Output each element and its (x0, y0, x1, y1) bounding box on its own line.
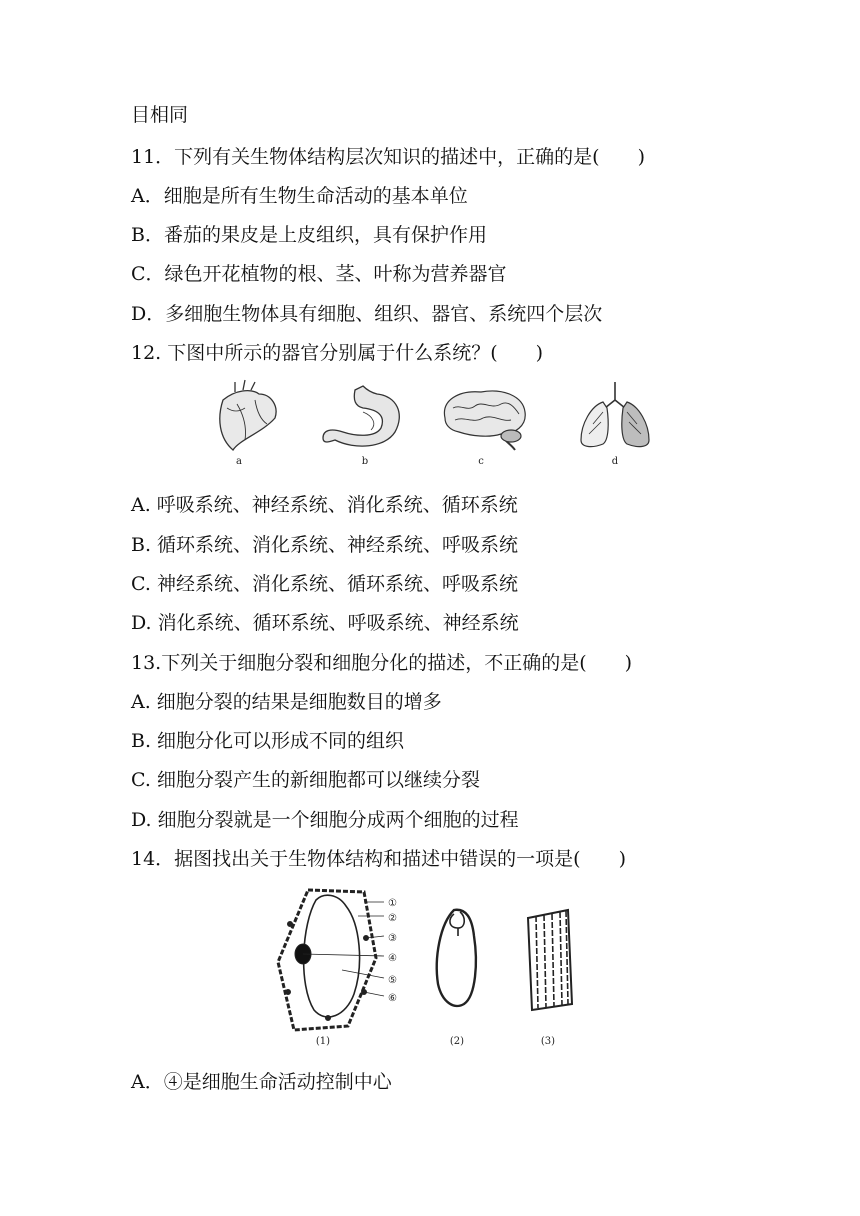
question-13-option-b: B. 细胞分化可以形成不同的组织 (131, 730, 405, 752)
panel-label-1: (1) (315, 1036, 331, 1047)
question-12-option-c: C. 神经系统、消化系统、循环系统、呼吸系统 (131, 573, 518, 595)
question-11-option-b: B．番茄的果皮是上皮组织，具有保护作用 (131, 224, 487, 246)
organs-figure (205, 378, 655, 473)
question-12-option-d: D. 消化系统、循环系统、呼吸系统、神经系统 (131, 612, 519, 634)
question-14: 14．据图找出关于生物体结构和描述中错误的一项是( ) (131, 848, 627, 870)
seed-image (437, 910, 476, 1006)
question-12-option-b: B. 循环系统、消化系统、神经系统、呼吸系统 (131, 534, 519, 556)
cell-part-label-5: ⑤ (388, 975, 397, 986)
cell-part-label-6: ⑥ (388, 993, 397, 1004)
question-11-option-c: C．绿色开花植物的根、茎、叶称为营养器官 (131, 263, 507, 285)
organ-label-b: b (361, 456, 369, 467)
question-13-option-d: D. 细胞分裂就是一个细胞分成两个细胞的过程 (131, 809, 519, 831)
panel-label-3: (3) (540, 1036, 556, 1047)
organ-label-d: d (611, 456, 619, 467)
question-14-option-a: A．④是细胞生命活动控制中心 (131, 1071, 392, 1093)
organ-label-c: c (478, 456, 484, 467)
question-11-option-a: A．细胞是所有生物生命活动的基本单位 (131, 185, 468, 207)
cell-part-label-3: ③ (388, 933, 397, 944)
plant-cell-image (278, 890, 384, 1030)
question-12-option-a: A. 呼吸系统、神经系统、消化系统、循环系统 (131, 494, 518, 516)
question-11: 11．下列有关生物体结构层次知识的描述中，正确的是( ) (131, 146, 646, 168)
continued-text: 目相同 (131, 104, 189, 126)
cell-part-label-1: ① (388, 898, 397, 909)
question-13-option-c: C. 细胞分裂产生的新细胞都可以继续分裂 (131, 769, 480, 791)
question-12: 12. 下图中所示的器官分别属于什么系统？( ) (131, 342, 544, 364)
question-11-option-d: D．多细胞生物体具有细胞、组织、器官、系统四个层次 (131, 303, 603, 325)
question-13-option-a: A. 细胞分裂的结果是细胞数目的增多 (131, 691, 442, 713)
stomach-image (323, 386, 399, 446)
panel-label-2: (2) (449, 1036, 465, 1047)
heart-image (220, 380, 276, 450)
cell-part-label-2: ② (388, 913, 397, 924)
plant-structure-figure (268, 884, 598, 1056)
brain-image (444, 391, 525, 450)
cell-part-label-4: ④ (388, 953, 397, 964)
tissue-image (528, 910, 572, 1010)
question-13: 13.下列关于细胞分裂和细胞分化的描述，不正确的是( ) (131, 652, 633, 674)
organ-label-a: a (236, 456, 242, 467)
lungs-image (581, 382, 649, 447)
